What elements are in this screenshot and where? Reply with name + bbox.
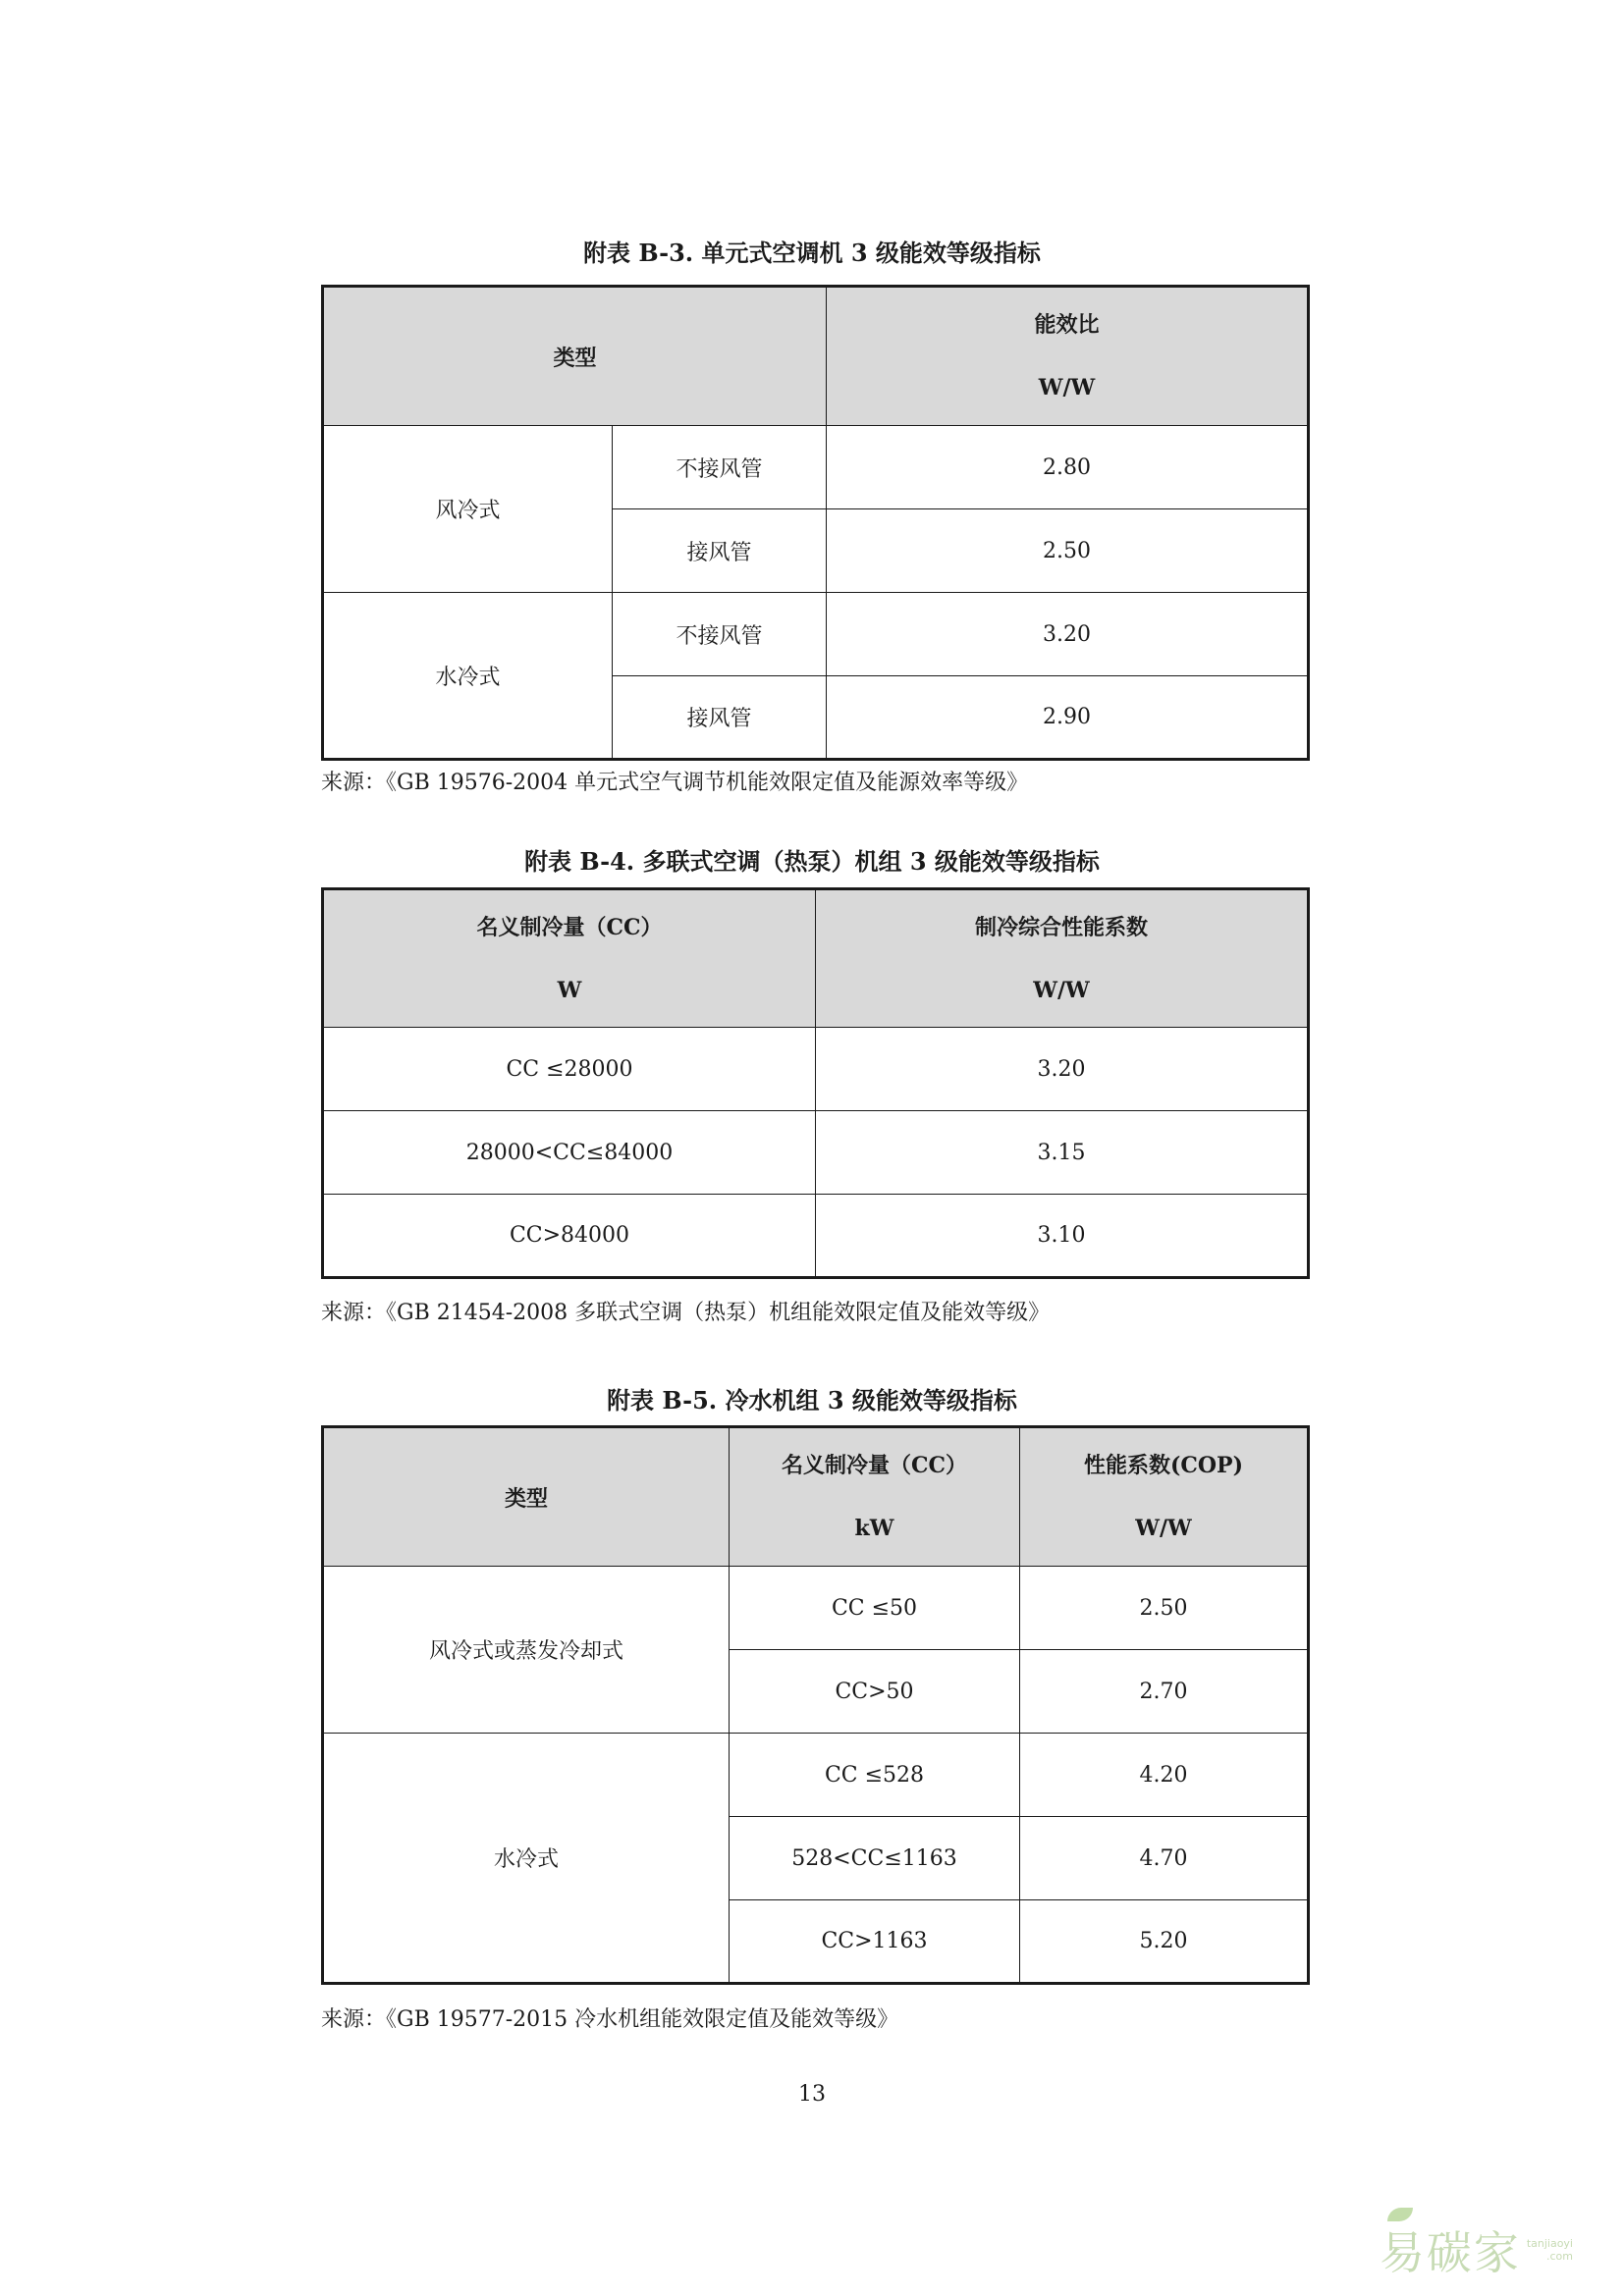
table-b3-sub-type: 不接风管	[613, 426, 827, 509]
table-b5-value: 5.20	[1020, 1900, 1309, 1984]
table-b3-value: 3.20	[827, 593, 1309, 676]
table-b5-header-cop	[1020, 1427, 1309, 1567]
table-b3-header-ratio	[827, 287, 1309, 426]
table-b3-header-ratio-label: 能效比	[1034, 312, 1100, 338]
page-number: 13	[798, 2082, 826, 2107]
table-b3-group-name: 水冷式	[323, 593, 613, 760]
watermark-domain-line2: .com	[1546, 2250, 1573, 2263]
table-b5-value: 4.20	[1020, 1734, 1309, 1817]
table-b5-caption: 附表 B-5. 冷水机组 3 级能效等级指标	[607, 1386, 1017, 1415]
table-b4-header-iplv-label: 制冷综合性能系数	[974, 914, 1148, 940]
table-b5-header-cop-label: 性能系数(COP)	[1083, 1453, 1244, 1478]
table-b5-header-cop-unit: W/W	[1135, 1516, 1192, 1541]
table-b3-value: 2.80	[827, 426, 1309, 509]
table-b5-value: 4.70	[1020, 1817, 1309, 1900]
table-b3-sub-type: 接风管	[613, 676, 827, 760]
table-b4-header-iplv-unit: W/W	[1033, 977, 1090, 1003]
table-b5-source: 来源：《GB 19577-2015 冷水机组能效限定值及能效等级》	[321, 2007, 899, 2032]
table-b4-header-iplv	[816, 889, 1309, 1028]
table-b4-capacity: 28000<CC≤84000	[323, 1111, 816, 1195]
table-b5-header-capacity	[730, 1427, 1020, 1567]
table-b3-header-ratio-unit: W/W	[1038, 375, 1096, 400]
watermark-domain-line1: tanjiaoyi	[1526, 2237, 1573, 2250]
table-b5-capacity: 528<CC≤1163	[730, 1817, 1020, 1900]
table-b5-capacity: CC ≤50	[730, 1567, 1020, 1650]
table-b5	[321, 1425, 1310, 1985]
table-b5-value: 2.50	[1020, 1567, 1309, 1650]
table-b4	[321, 887, 1310, 1279]
table-b3-sub-type: 接风管	[613, 509, 827, 593]
table-b5-header-type: 类型	[323, 1427, 730, 1567]
table-b3-source: 来源：《GB 19576-2004 单元式空气调节机能效限定值及能源效率等级》	[321, 771, 1029, 795]
table-b5-capacity: CC ≤528	[730, 1734, 1020, 1817]
table-b3	[321, 285, 1310, 761]
table-b4-value: 3.15	[816, 1111, 1309, 1195]
table-b5-header-capacity-label: 名义制冷量（CC）	[781, 1453, 968, 1478]
table-b4-capacity: CC>84000	[323, 1195, 816, 1278]
table-b3-sub-type: 不接风管	[613, 593, 827, 676]
table-b5-value: 2.70	[1020, 1650, 1309, 1734]
watermark-domain	[1527, 2237, 1573, 2263]
table-b3-group-name: 风冷式	[323, 426, 613, 593]
table-b4-header-capacity	[323, 889, 816, 1028]
table-b5-group-name: 风冷式或蒸发冷却式	[323, 1567, 730, 1734]
watermark-brand: 易碳家	[1379, 2226, 1521, 2279]
table-b5-header-capacity-unit: kW	[854, 1516, 894, 1541]
table-b5-capacity: CC>50	[730, 1650, 1020, 1734]
table-b4-value: 3.20	[816, 1028, 1309, 1111]
watermark	[1380, 2217, 1573, 2282]
table-b4-capacity: CC ≤28000	[323, 1028, 816, 1111]
table-b5-capacity: CC>1163	[730, 1900, 1020, 1984]
table-b4-header-capacity-label: 名义制冷量（CC）	[476, 914, 663, 940]
table-b4-source: 来源：《GB 21454-2008 多联式空调（热泵）机组能效限定值及能效等级》	[321, 1301, 1051, 1325]
table-b4-value: 3.10	[816, 1195, 1309, 1278]
table-b5-group-name: 水冷式	[323, 1734, 730, 1984]
table-b3-header-type: 类型	[323, 287, 827, 426]
table-b3-value: 2.90	[827, 676, 1309, 760]
table-b3-caption: 附表 B-3. 单元式空调机 3 级能效等级指标	[583, 239, 1041, 267]
table-b4-caption: 附表 B-4. 多联式空调（热泵）机组 3 级能效等级指标	[524, 847, 1100, 876]
table-b4-header-capacity-unit: W	[557, 977, 582, 1003]
table-b3-value: 2.50	[827, 509, 1309, 593]
